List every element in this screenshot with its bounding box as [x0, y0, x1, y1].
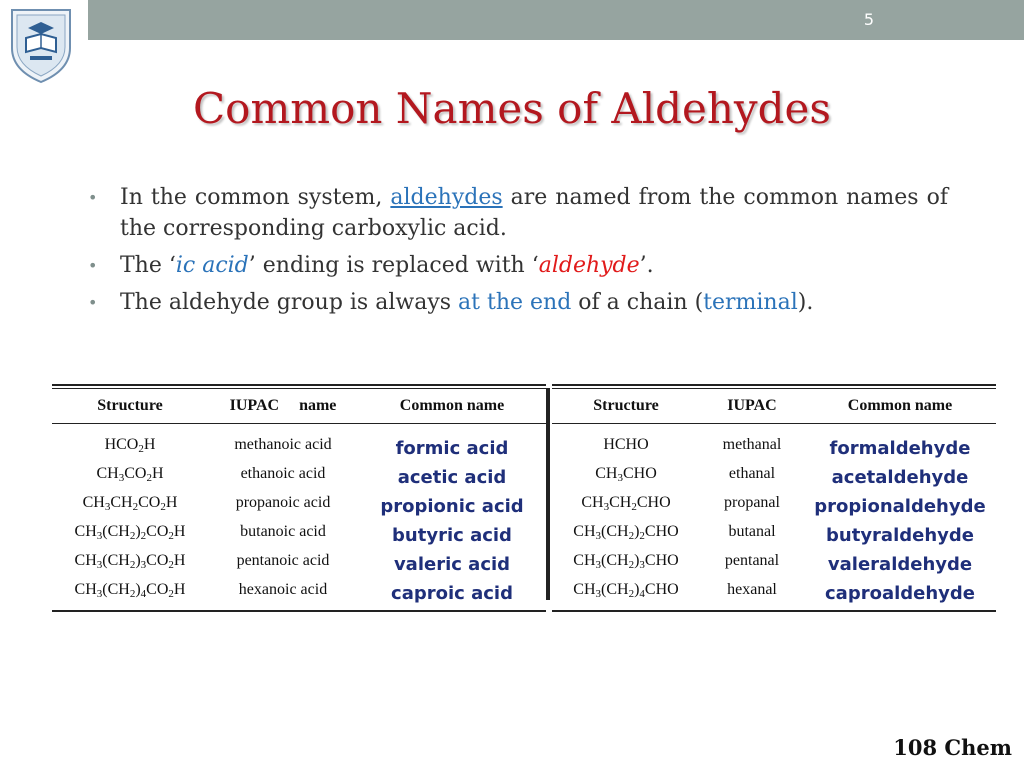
formula-text: CH — [82, 494, 105, 511]
formula-cell — [552, 430, 700, 459]
aldehyde-table — [552, 384, 996, 612]
formula-cell — [52, 430, 208, 459]
bullet-text: The ‘ — [120, 253, 176, 278]
header-iupac: IUPAC — [727, 397, 777, 414]
bullet-item-2 — [88, 250, 948, 281]
formula-subscript: 2 — [168, 530, 174, 542]
formula-subscript: 3 — [104, 501, 111, 513]
formula-cell — [552, 517, 700, 546]
table-rule — [552, 610, 996, 612]
formula-subscript: 2 — [628, 559, 635, 571]
table-cell: propionaldehyde — [814, 496, 986, 517]
header-structure: Structure — [97, 397, 163, 414]
iupac-column — [700, 430, 804, 608]
formula-text: H — [173, 552, 186, 569]
formula-cell — [552, 575, 700, 604]
formula-text: CH — [573, 581, 596, 598]
formula-subscript: 2 — [628, 588, 635, 600]
formula-subscript: 2 — [168, 588, 174, 600]
formula-subscript: 3 — [140, 559, 147, 571]
bullet-list — [88, 182, 948, 324]
bullet-text: are named from the common names of the corresponding carboxylic acid. — [120, 185, 948, 241]
formula-subscript: 3 — [617, 472, 623, 484]
formula-text: CHO — [644, 581, 679, 598]
table-body — [552, 424, 996, 608]
formula-text: CH — [609, 494, 632, 511]
formula-text: (CH — [601, 552, 629, 569]
table-cell: formic acid — [395, 438, 509, 459]
header-iupac: IUPAC name — [229, 397, 337, 414]
formula-subscript: 2 — [631, 501, 637, 513]
formula-text: CH — [573, 552, 596, 569]
formula-text: CHO — [636, 494, 671, 511]
table-cell: acetaldehyde — [831, 467, 969, 488]
table-cell: butanoic acid — [240, 523, 326, 540]
table-cell: pentanoic acid — [236, 552, 330, 569]
at-the-end-text: at the end — [458, 290, 572, 315]
formula-text: CH — [581, 494, 604, 511]
formula-subscript: 3 — [96, 559, 103, 571]
formula-subscript: 3 — [639, 559, 645, 571]
formula-text: (CH — [102, 552, 130, 569]
common-name-column — [804, 430, 996, 608]
aldehydes-link[interactable]: aldehydes — [390, 185, 503, 210]
formula-subscript: 2 — [168, 559, 174, 571]
formula-text: CHO — [622, 465, 657, 482]
formula-subscript: 3 — [118, 472, 125, 484]
formula-text: ) — [135, 523, 141, 540]
formula-text: CH — [74, 581, 97, 598]
formula-subscript: 4 — [140, 588, 147, 600]
bullet-text: The aldehyde group is always — [120, 290, 459, 315]
formula-text: CH — [110, 494, 133, 511]
aldehyde-text: aldehyde — [538, 253, 640, 278]
formula-cell — [52, 575, 208, 604]
table-cell: caproic acid — [391, 583, 513, 604]
bullet-text: ’. — [639, 253, 654, 278]
formula-text: CO — [124, 465, 147, 482]
table-cell: caproaldehyde — [825, 583, 975, 604]
formula-text: H — [151, 465, 164, 482]
carboxylic-acid-table — [52, 384, 546, 612]
table-cell: acetic acid — [397, 467, 507, 488]
formula-cell — [552, 459, 700, 488]
formula-subscript: 3 — [96, 588, 103, 600]
bullet-dot-icon: • — [88, 293, 98, 312]
formula-text: HCO — [104, 436, 139, 453]
table-cell: methanal — [722, 436, 782, 453]
ic-acid-text: ic acid — [175, 253, 249, 278]
formula-subscript: 2 — [146, 472, 152, 484]
structure-column — [552, 430, 700, 608]
formula-subscript: 3 — [595, 559, 602, 571]
formula-cell — [552, 488, 700, 517]
iupac-column — [208, 430, 358, 608]
formula-text: H — [173, 523, 186, 540]
formula-text: CHO — [644, 523, 679, 540]
terminal-text: terminal — [703, 290, 798, 315]
formula-text: H — [173, 581, 186, 598]
formula-subscript: 2 — [129, 588, 136, 600]
formula-text: CO — [146, 581, 169, 598]
formula-text: CHO — [644, 552, 679, 569]
table-cell: valeric acid — [393, 554, 511, 575]
table-cell: ethanoic acid — [240, 465, 326, 482]
formula-cell — [52, 546, 208, 575]
bullet-dot-icon: • — [88, 188, 98, 207]
formula-text: ) — [135, 552, 141, 569]
formula-text: CH — [74, 523, 97, 540]
bullet-item-1 — [88, 182, 948, 244]
table-cell: propanoic acid — [235, 494, 331, 511]
course-footer: 108 Chem — [893, 735, 1012, 760]
formula-subscript: 2 — [639, 530, 645, 542]
table-divider — [546, 388, 550, 600]
formula-subscript: 3 — [603, 501, 610, 513]
formula-text: CO — [138, 494, 161, 511]
bullet-text: In the common system, — [120, 185, 391, 210]
table-rule — [52, 610, 546, 612]
formula-text: CH — [595, 465, 618, 482]
top-bar — [88, 0, 1024, 40]
formula-text: ) — [634, 581, 640, 598]
table-header — [552, 389, 996, 423]
formula-subscript: 3 — [595, 588, 602, 600]
table-header — [52, 389, 546, 423]
formula-text: ) — [634, 552, 640, 569]
table-body — [52, 424, 546, 608]
table-cell: pentanal — [724, 552, 780, 569]
table-cell: formaldehyde — [829, 438, 971, 459]
formula-subscript: 4 — [639, 588, 645, 600]
table-cell: hexanoic acid — [238, 581, 328, 598]
table-cell: methanoic acid — [234, 436, 332, 453]
formula-text: CH — [573, 523, 596, 540]
formula-subscript: 3 — [595, 530, 602, 542]
university-seal-icon — [6, 4, 76, 84]
table-cell: butyric acid — [392, 525, 512, 546]
bullet-text: ’ ending is replaced with ‘ — [248, 253, 539, 278]
formula-text: HCHO — [603, 436, 649, 453]
formula-cell — [52, 459, 208, 488]
formula-text: (CH — [601, 523, 629, 540]
formula-subscript: 2 — [132, 501, 139, 513]
formula-cell — [552, 546, 700, 575]
naming-tables — [52, 384, 996, 604]
header-common-name: Common name — [399, 397, 505, 414]
formula-subscript: 2 — [129, 530, 136, 542]
formula-subscript: 2 — [140, 530, 147, 542]
formula-text: (CH — [102, 523, 130, 540]
slide-number: 5 — [863, 10, 874, 29]
formula-text: CH — [96, 465, 119, 482]
structure-column — [52, 430, 208, 608]
formula-subscript: 2 — [138, 443, 144, 455]
slide-title: Common Names of Aldehydes — [193, 84, 831, 133]
formula-subscript: 2 — [160, 501, 166, 513]
formula-text: (CH — [601, 581, 629, 598]
table-cell: propanal — [724, 494, 780, 511]
table-cell: hexanal — [727, 581, 777, 598]
table-cell: butyraldehyde — [826, 525, 974, 546]
common-name-column — [358, 430, 546, 608]
formula-text: CH — [74, 552, 97, 569]
formula-text: ) — [135, 581, 141, 598]
formula-text: CO — [146, 552, 169, 569]
formula-subscript: 2 — [628, 530, 635, 542]
formula-subscript: 2 — [129, 559, 136, 571]
bullet-text: of a chain ( — [571, 290, 704, 315]
formula-cell — [52, 488, 208, 517]
table-cell: ethanal — [728, 465, 776, 482]
table-cell: butanal — [728, 523, 776, 540]
table-cell: valeraldehyde — [827, 554, 973, 575]
table-cell: propionic acid — [380, 496, 524, 517]
header-common-name: Common name — [847, 397, 953, 414]
bullet-dot-icon: • — [88, 256, 98, 275]
formula-text: ) — [634, 523, 640, 540]
bullet-text: ). — [797, 290, 814, 315]
formula-text: H — [165, 494, 178, 511]
formula-text: CO — [146, 523, 169, 540]
formula-text: (CH — [102, 581, 130, 598]
formula-cell — [52, 517, 208, 546]
formula-text: H — [143, 436, 156, 453]
formula-subscript: 3 — [96, 530, 103, 542]
bullet-item-3 — [88, 287, 948, 318]
header-structure: Structure — [593, 397, 659, 414]
